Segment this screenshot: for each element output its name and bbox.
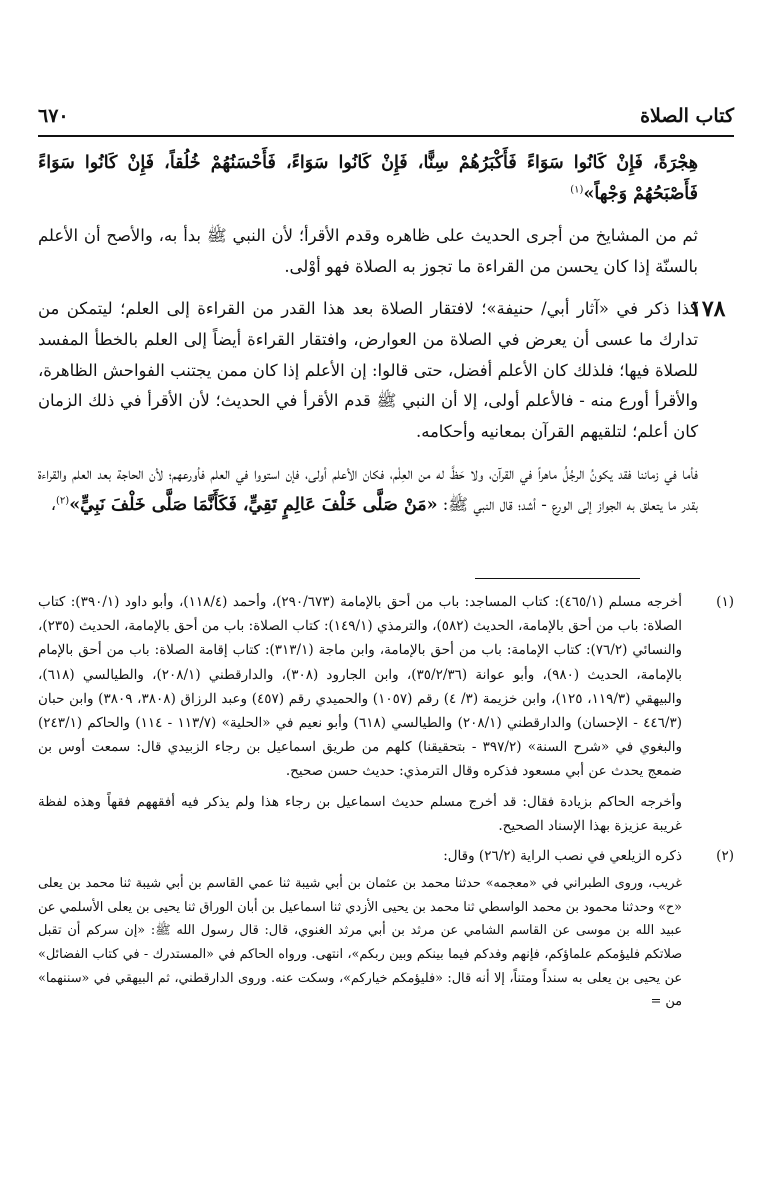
footnote-ref-2[interactable]: (٢) — [56, 495, 70, 507]
main-text — [38, 148, 698, 521]
paragraph-athar-abi-hanifa: كذا ذكر في «آثار أبي/ حنيفة»؛ لافتقار الصلاة بعد هذا القدر من القراءة إلى العلم؛ ليتمكن من تدارك ما عسى أن يعرض في الصلاة من العوارض، وافتقار القراءة أيضاً إلى العلم بالخطأ المفسد للصلاة فيها؛ فلذلك كان الأعلم أفضل، حتى قالوا: إن الأعلم إذا كان ممن يجتنب الفواحش الظاهرة، والأقرأ أورع منه - فالأعلم أولى، إلا أن النبي ﷺ قدم الأقرأ في الحديث؛ لأن الأقرأ في ذلك الزمان كان أعلم؛ لتلقيهم القرآن بمعانيه وأحكامه. — [38, 299, 698, 441]
hadith-text: هِجْرَةً، فَإِنْ كَانُوا سَوَاءً فَأَكْبَرُهُمْ سِنًّا، فَإِنْ كَانُوا سَوَاءً، فَأَحْسَنُهُمْ خُلُقاً، فَإِنْ كَانُوا سَوَاءً فَأَصْبَحُهُمْ وَجْهاً» — [38, 153, 698, 204]
footnote-text-addendum: وأخرجه الحاكم بزيادة فقال: قد أخرج مسلم حديث اسماعيل بن رجاء هذا ولم يذكر فيه أفقههم فقهاً وهذه لفظة غريبة عزيزة بهذا الإسناد الصحيح. — [38, 793, 682, 834]
hadith-quote: «مَنْ صَلَّى خَلْفَ عَالِمٍ تَقِيٍّ، فَكَأَنَّمَا صَلَّى خَلْفَ نَبِيٍّ» — [69, 494, 438, 515]
footnote-quotation: غريب، وروى الطبراني في «معجمه» حدثنا محمد بن عثمان بن أبي شيبة ثنا عمي القاسم بن أبي شيبة ثنا محمد بن يعلى «ح» وحدثنا محمود بن محمد الواسطي ثنا محمد بن يحيى الأزدي ثنا اسماعيل بن أبان الوراق ثنا يحيى بن يعلى الأسلمي عن عبيد الله بن موسى عن القاسم الشامي عن مرثد بن أبي مرثد الغنوي، قال: قال رسول الله ﷺ: «إن سركم أن تقبل صلاتكم فليؤمكم علماؤكم، فإنهم وفدكم فيما بينكم وبين ربكم»، انتهى. ورواه الحاكم في «المستدرك - في كتاب الفضائل» عن يحيى بن يعلى به سنداً ومتناً، إلا أنه قال: «فليؤمكم خياركم»، وسكت عنه. وروى الدارقطني، ثم البيهقي في «سننهما» من = — [38, 876, 682, 1010]
footnote-body — [38, 590, 682, 838]
paragraph-our-time — [38, 459, 698, 520]
margin-page-reference: ١٧٨ — [690, 296, 726, 322]
paragraph-hadith-continuation — [38, 148, 698, 209]
footnote-ref-1[interactable]: (١) — [570, 184, 584, 196]
footnote-text: ذكره الزيلعي في نصب الراية (٢٦/٢) وقال: — [443, 848, 682, 865]
footnote-number: (١) — [716, 594, 734, 610]
book-title: كتاب الصلاة — [640, 105, 734, 127]
paragraph-scholars-opinion: ثم من المشايخ من أجرى الحديث على ظاهره وقدم الأقرأ؛ لأن النبي ﷺ بدأ به، والأصح أن الأعلم بالسنّة إذا كان يحسن من القراءة ما تجوز به الصلاة فهو أوْلى. — [38, 226, 698, 276]
footnote-1 — [38, 590, 734, 838]
running-header — [38, 103, 734, 137]
header-divider — [38, 135, 734, 137]
footnote-number: (٢) — [716, 848, 734, 865]
footnote-text: أخرجه مسلم (٤٦٥/١): كتاب المساجد: باب من أحق بالإمامة (٢٩٠/٦٧٣)، وأحمد (١١٨/٤)، وأبو داود (٣٩٠/١): كتاب الصلاة: باب من أحق بالإمامة، الحديث (٥٨٢)، والترمذي (١٤٩/١): كتاب الصلاة: باب من أحق بالإمامة، الحديث (٢٣٥)، والنسائي (٧٦/٢): كتاب الإمامة: باب من أحق بالإمامة، وابن ماجة (٣١٣/١): كتاب إقامة الصلاة: باب من أحق بالإمام بالإمامة، الحديث (٩٨٠)، وأبو عوانة (٣٥/٢/٣٦)، وابن الجارود (٣٠٨)، والدارقطني (٢٠٨/١)، والطيالسي (٦١٨)، والبيهقي (١١٩/٣، ١٢٥)، وابن خزيمة (٣/ ٤) رقم (١٠٥٧) والحميدي رقم (٤٥٧) وعبد الرزاق (٣٨٠٨، ٣٨٠٩) وابن حبان (٤٤٦/٣ - الإحسان) والدارقطني (٢٠٨/١) والطيالسي (٦١٨) وأبو نعيم في «الحلية» (١١٣/٧ - ١١٤) والحاكم (٢٤٣/١) والبغوي في «شرح السنة» (٣٩٧/٢ - بتحقيقنا) كلهم من طريق اسماعيل بن رجاء الزبيدي قال: سمعت أوس بن ضمعج يحدث عن أبي مسعود فذكره وقال الترمذي: حديث حسن صحيح. — [38, 594, 683, 780]
trailing-comma: ، — [50, 494, 57, 514]
page-number: ٦٧٠ — [38, 105, 69, 127]
footnote-separator — [475, 578, 640, 579]
footnote-2 — [38, 844, 734, 1014]
footnote-body — [38, 844, 682, 1014]
paragraph-text: فأما في زماننا فقد يكونُ الرجُلُ ماهراً في القرآن، ولا حَظَّ له من العِلْم، فكان الأعلم أولى، فإن استووا في العلم فأورعهم؛ لأن الحاجة بعد العلم والقراءة بقدر ما يتعلق به الجواز إلى الورع - أشد؛ قال النبي ﷺ: — [38, 464, 698, 514]
footnotes — [38, 590, 734, 1020]
